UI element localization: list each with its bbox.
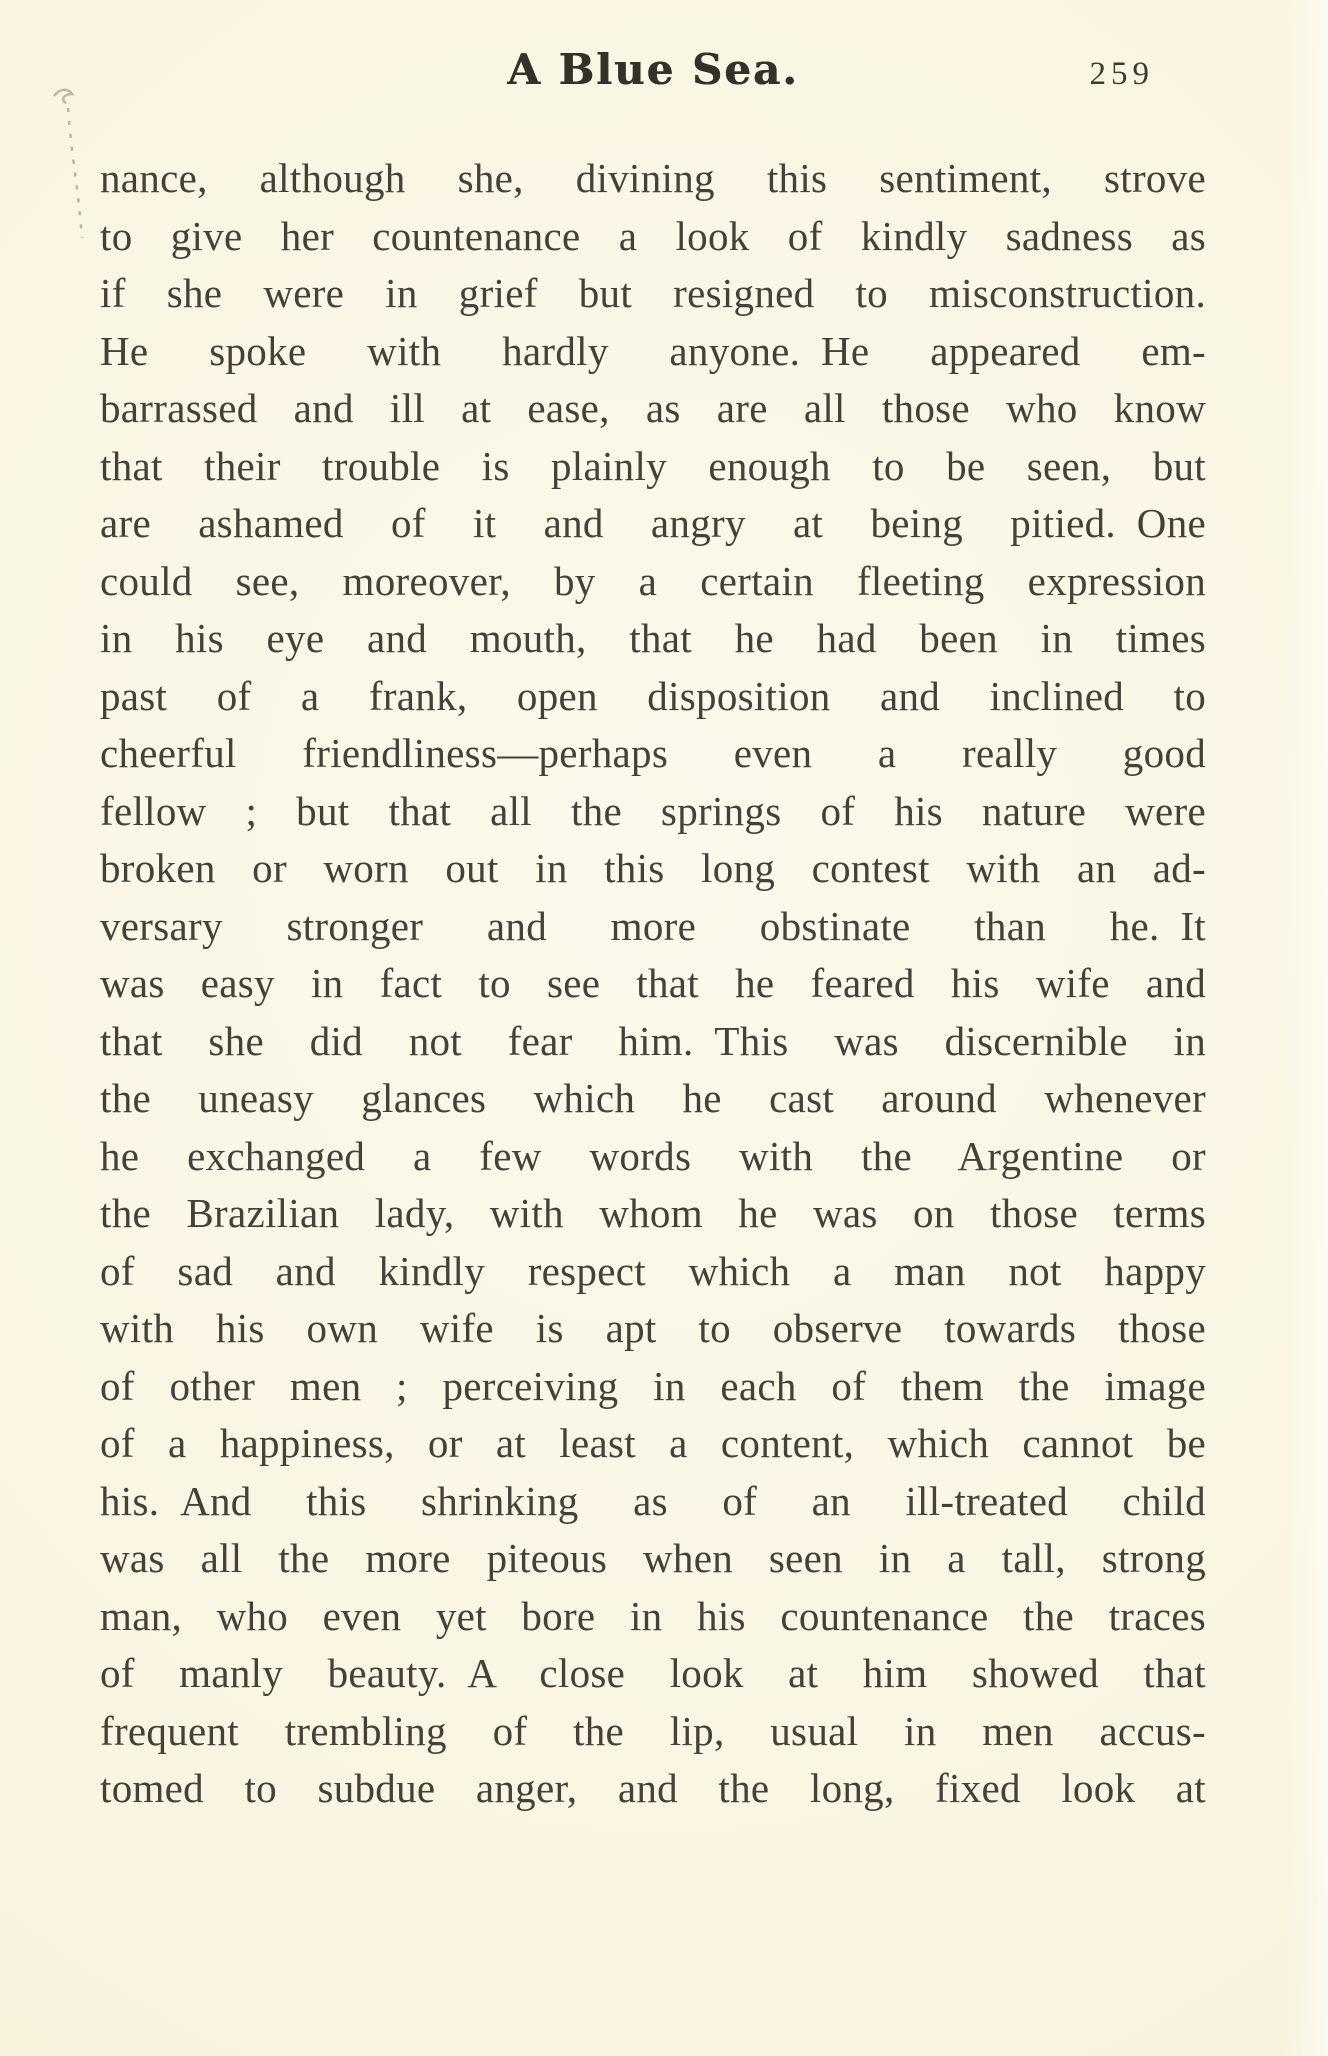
text-line: fellow ; but that all the springs of his nature were bbox=[100, 787, 1206, 834]
text-line: of manly beauty. A close look at him showed that bbox=[100, 1650, 1206, 1696]
text-line: to give her countenance a look of kindly sadness as bbox=[100, 212, 1206, 259]
text-line: he exchanged a few words with the Argentine or bbox=[100, 1132, 1206, 1179]
text-line: his. And this shrinking as of an ill-treated child bbox=[100, 1477, 1206, 1524]
text-line: of sad and kindly respect which a man not happy bbox=[100, 1247, 1206, 1294]
text-line: of a happiness, or at least a content, which cannot be bbox=[100, 1420, 1206, 1466]
page-header bbox=[100, 44, 1206, 104]
text-line: He spoke with hardly anyone. He appeared em- bbox=[100, 327, 1206, 374]
text-line: if she were in grief but resigned to misconstruction. bbox=[100, 270, 1206, 316]
text-line: past of a frank, open disposition and inclined to bbox=[100, 672, 1206, 719]
text-line: of other men ; perceiving in each of them the image bbox=[100, 1362, 1206, 1409]
page-number: 259 bbox=[1089, 56, 1154, 92]
text-line: broken or worn out in this long contest with an ad- bbox=[100, 845, 1206, 891]
pencil-squiggle-mark bbox=[48, 84, 96, 248]
text-line: that their trouble is plainly enough to be seen, but bbox=[100, 442, 1206, 489]
text-line: that she did not fear him. This was discernible in bbox=[100, 1017, 1206, 1064]
text-line: could see, moreover, by a certain fleeting expression bbox=[100, 557, 1206, 604]
text-line: man, who even yet bore in his countenance the traces bbox=[100, 1592, 1206, 1639]
text-line: nance, although she, divining this sentiment, strove bbox=[100, 155, 1206, 201]
text-line: frequent trembling of the lip, usual in men accus- bbox=[100, 1707, 1206, 1754]
text-line: the Brazilian lady, with whom he was on those terms bbox=[100, 1190, 1206, 1236]
text-line: cheerful friendliness—perhaps even a really good bbox=[100, 730, 1206, 776]
text-line: are ashamed of it and angry at being pitied. One bbox=[100, 500, 1206, 546]
text-line: barrassed and ill at ease, as are all those who know bbox=[100, 385, 1206, 431]
text-line: with his own wife is apt to observe towards those bbox=[100, 1305, 1206, 1351]
text-line: the uneasy glances which he cast around whenever bbox=[100, 1075, 1206, 1121]
text-line: versary stronger and more obstinate than he. It bbox=[100, 902, 1206, 949]
text-line: in his eye and mouth, that he had been in times bbox=[100, 615, 1206, 661]
running-title: A Blue Sea. bbox=[507, 45, 799, 94]
text-line: was easy in fact to see that he feared his wife and bbox=[100, 960, 1206, 1006]
text-line: tomed to subdue anger, and the long, fixed look at bbox=[100, 1765, 1206, 1811]
body-text bbox=[100, 150, 1206, 1818]
text-line: was all the more piteous when seen in a tall, strong bbox=[100, 1535, 1206, 1581]
